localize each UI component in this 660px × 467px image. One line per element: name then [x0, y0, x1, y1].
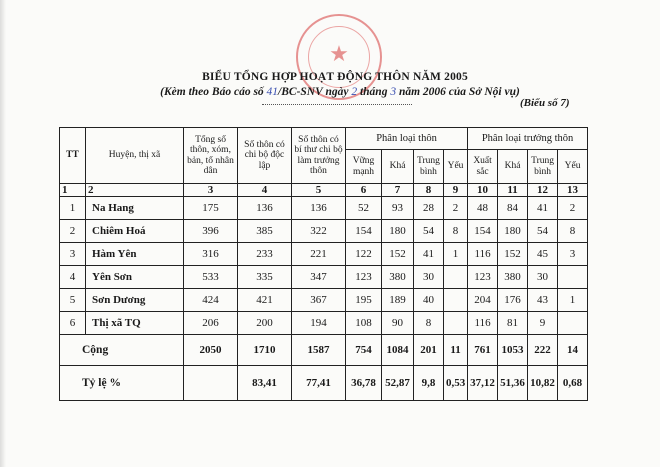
row-tt: 5 — [60, 289, 86, 312]
header-secretary-head: Số thôn có bí thư chi bộ làm trưởng thôn — [292, 128, 346, 184]
row-cell: 116 — [468, 243, 498, 266]
row-cell: 233 — [238, 243, 292, 266]
row-cell: 194 — [292, 312, 346, 335]
row-cell: 189 — [382, 289, 414, 312]
header-tt: TT — [60, 128, 86, 184]
ratio-cell: 51,36 — [498, 366, 528, 401]
row-district: Hàm Yên — [86, 243, 184, 266]
seal-star-icon: ★ — [329, 42, 349, 67]
total-cell: 761 — [468, 335, 498, 366]
row-cell: 81 — [498, 312, 528, 335]
row-tt: 6 — [60, 312, 86, 335]
total-cell: 2050 — [184, 335, 238, 366]
index-cell: 7 — [382, 184, 414, 197]
header-district: Huyện, thị xã — [86, 128, 184, 184]
total-cell: 201 — [414, 335, 444, 366]
row-district: Na Hang — [86, 197, 184, 220]
form-number: (Biểu số 7) — [520, 97, 570, 109]
table-row — [60, 289, 588, 312]
row-district: Chiêm Hoá — [86, 220, 184, 243]
row-cell: 2 — [444, 197, 468, 220]
row-district: Sơn Dương — [86, 289, 184, 312]
row-cell: 380 — [382, 266, 414, 289]
row-cell: 424 — [184, 289, 238, 312]
row-cell: 8 — [444, 220, 468, 243]
row-cell — [558, 312, 588, 335]
header-village-good: Khá — [382, 150, 414, 184]
index-cell: 13 — [558, 184, 588, 197]
row-cell: 175 — [184, 197, 238, 220]
row-district: Thị xã TQ — [86, 312, 184, 335]
ratio-cell: 77,41 — [292, 366, 346, 401]
header-village-classification: Phân loại thôn — [346, 128, 468, 150]
table-row — [60, 220, 588, 243]
row-cell: 90 — [382, 312, 414, 335]
report-month: 3 — [390, 86, 397, 98]
row-cell: 1 — [558, 289, 588, 312]
header-head-excellent: Xuất sắc — [468, 150, 498, 184]
total-cell: 14 — [558, 335, 588, 366]
row-cell: 43 — [528, 289, 558, 312]
document-subtitle — [130, 86, 550, 98]
index-cell: 5 — [292, 184, 346, 197]
header-total-units: Tổng số thôn, xóm, bản, tổ nhân dân — [184, 128, 238, 184]
index-cell: 10 — [468, 184, 498, 197]
ratio-cell: 9,8 — [414, 366, 444, 401]
row-cell: 8 — [558, 220, 588, 243]
row-cell: 195 — [346, 289, 382, 312]
index-cell: 1 — [60, 184, 86, 197]
row-cell: 108 — [346, 312, 382, 335]
row-cell: 45 — [528, 243, 558, 266]
row-cell: 123 — [346, 266, 382, 289]
total-cell: 754 — [346, 335, 382, 366]
row-cell: 1 — [444, 243, 468, 266]
document-title: BIỂU TỔNG HỢP HOẠT ĐỘNG THÔN NĂM 2005 — [202, 71, 468, 83]
row-cell: 176 — [498, 289, 528, 312]
index-cell: 3 — [184, 184, 238, 197]
row-cell: 154 — [468, 220, 498, 243]
dotted-underline — [262, 104, 412, 105]
row-cell: 380 — [498, 266, 528, 289]
row-cell: 180 — [382, 220, 414, 243]
total-cell: 1084 — [382, 335, 414, 366]
row-cell: 30 — [528, 266, 558, 289]
row-tt: 4 — [60, 266, 86, 289]
ratio-cell: 37,12 — [468, 366, 498, 401]
row-cell: 123 — [468, 266, 498, 289]
row-cell — [444, 289, 468, 312]
ratio-label: Tỷ lệ % — [60, 366, 184, 401]
subtitle-mid: /BC-SNV ngày — [278, 86, 349, 98]
header-independent-branch: Số thôn có chi bộ độc lập — [238, 128, 292, 184]
ratio-cell: 10,82 — [528, 366, 558, 401]
row-cell: 52 — [346, 197, 382, 220]
row-tt: 2 — [60, 220, 86, 243]
subtitle-prefix: (Kèm theo Báo cáo số — [160, 86, 264, 98]
header-village-weak: Yếu — [444, 150, 468, 184]
row-cell: 347 — [292, 266, 346, 289]
table-row — [60, 312, 588, 335]
index-cell: 6 — [346, 184, 382, 197]
row-cell: 54 — [414, 220, 444, 243]
index-cell: 9 — [444, 184, 468, 197]
table-row — [60, 243, 588, 266]
row-cell: 48 — [468, 197, 498, 220]
row-cell: 421 — [238, 289, 292, 312]
row-cell: 206 — [184, 312, 238, 335]
ratio-cell: 0,53 — [444, 366, 468, 401]
total-cell: 222 — [528, 335, 558, 366]
index-cell: 2 — [86, 184, 184, 197]
header-head-weak: Yếu — [558, 150, 588, 184]
header-village-average: Trung bình — [414, 150, 444, 184]
row-cell: 367 — [292, 289, 346, 312]
table-row — [60, 197, 588, 220]
total-cell: 1053 — [498, 335, 528, 366]
index-cell: 4 — [238, 184, 292, 197]
row-cell: 30 — [414, 266, 444, 289]
column-index-row — [60, 184, 588, 197]
subtitle-month-label: tháng — [359, 86, 388, 98]
row-cell: 154 — [346, 220, 382, 243]
row-cell: 322 — [292, 220, 346, 243]
header-head-good: Khá — [498, 150, 528, 184]
total-row — [60, 335, 588, 366]
summary-table — [59, 127, 588, 401]
row-cell: 180 — [498, 220, 528, 243]
index-cell: 8 — [414, 184, 444, 197]
row-cell: 122 — [346, 243, 382, 266]
row-cell: 385 — [238, 220, 292, 243]
report-day: 2 — [351, 86, 358, 98]
total-label: Cộng — [60, 335, 184, 366]
ratio-cell — [184, 366, 238, 401]
row-cell: 41 — [528, 197, 558, 220]
ratio-cell: 83,41 — [238, 366, 292, 401]
ratio-row — [60, 366, 588, 401]
row-cell: 2 — [558, 197, 588, 220]
row-cell: 335 — [238, 266, 292, 289]
subtitle-suffix: năm 2006 của Sở Nội vụ) — [398, 86, 520, 98]
total-cell: 1587 — [292, 335, 346, 366]
ratio-cell: 0,68 — [558, 366, 588, 401]
row-cell: 93 — [382, 197, 414, 220]
row-cell: 200 — [238, 312, 292, 335]
index-cell: 11 — [498, 184, 528, 197]
total-cell: 11 — [444, 335, 468, 366]
row-cell: 116 — [468, 312, 498, 335]
index-cell: 12 — [528, 184, 558, 197]
row-cell: 41 — [414, 243, 444, 266]
row-cell: 54 — [528, 220, 558, 243]
row-cell: 396 — [184, 220, 238, 243]
row-cell: 136 — [292, 197, 346, 220]
row-cell: 3 — [558, 243, 588, 266]
row-cell: 40 — [414, 289, 444, 312]
header-village-strong: Vững mạnh — [346, 150, 382, 184]
row-cell: 221 — [292, 243, 346, 266]
row-district: Yên Sơn — [86, 266, 184, 289]
header-head-classification: Phân loại trưởng thôn — [468, 128, 588, 150]
row-tt: 3 — [60, 243, 86, 266]
row-cell: 8 — [414, 312, 444, 335]
ratio-cell: 36,78 — [346, 366, 382, 401]
ratio-cell: 52,87 — [382, 366, 414, 401]
row-tt: 1 — [60, 197, 86, 220]
row-cell — [444, 312, 468, 335]
row-cell: 152 — [498, 243, 528, 266]
row-cell — [558, 266, 588, 289]
row-cell: 204 — [468, 289, 498, 312]
row-cell — [444, 266, 468, 289]
row-cell: 84 — [498, 197, 528, 220]
row-cell: 316 — [184, 243, 238, 266]
row-cell: 136 — [238, 197, 292, 220]
row-cell: 9 — [528, 312, 558, 335]
scan-edge-shadow — [0, 0, 6, 467]
header-head-average: Trung bình — [528, 150, 558, 184]
report-number: 41 — [266, 86, 279, 98]
total-cell: 1710 — [238, 335, 292, 366]
row-cell: 152 — [382, 243, 414, 266]
row-cell: 28 — [414, 197, 444, 220]
table-row — [60, 266, 588, 289]
row-cell: 533 — [184, 266, 238, 289]
